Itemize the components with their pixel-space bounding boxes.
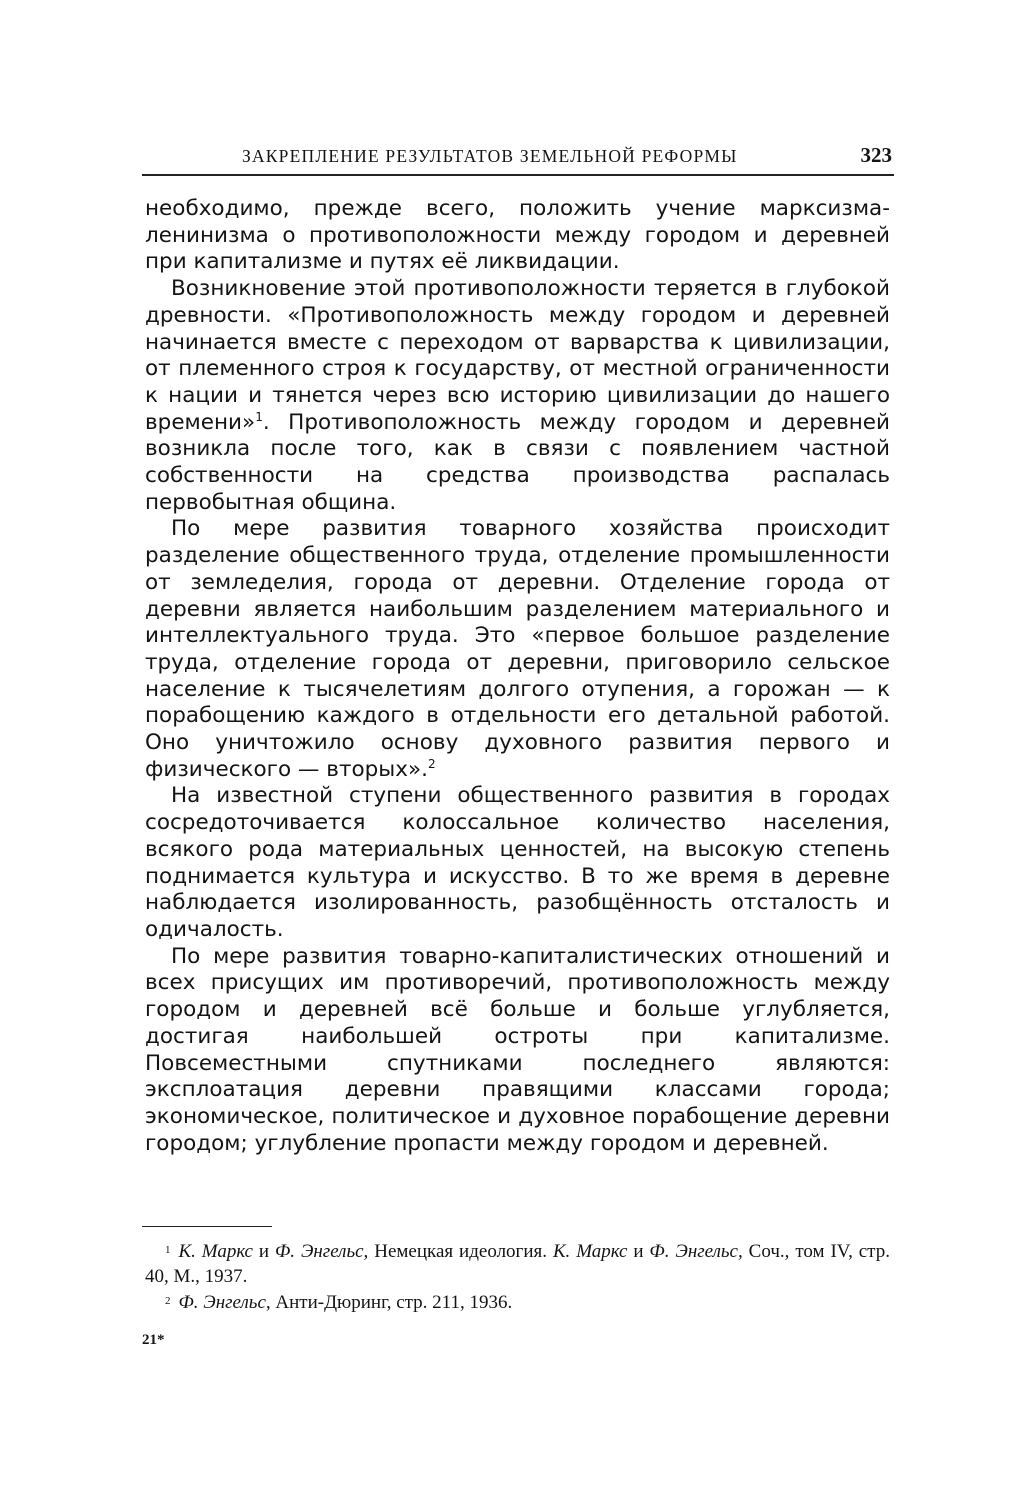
main-text xyxy=(145,196,890,1157)
paragraph-5: По мере развития товарно-капиталистических отношений и всех присущих им противоречий, противоположность между городом и деревней всё больше и больше углубляется, достигая наибольшей остроты при капитализме. Повсеместными спутниками последнего являются: эксплоатация деревни правящими классами города; экономическое, политическое и духовное порабощение деревни городом; углубление пропасти между городом и деревней. xyxy=(145,943,890,1156)
footnote-ref-2: 2 xyxy=(427,756,436,771)
footnote-1-author-4: Ф. Энгельс, xyxy=(649,1241,743,1262)
footnote-2-mark: 2 xyxy=(165,1295,171,1307)
footnote-1-author-3: К. Маркс xyxy=(552,1241,628,1262)
footnote-1-mark: 1 xyxy=(165,1244,171,1256)
footnotes xyxy=(145,1238,890,1315)
paragraph-4: На известной ступени общественного развития в городах сосредоточивается колоссальное количество населения, всякого рода материальных ценностей, на высокую степень поднимается культура и искусство. В то же время в деревне наблюдается изолированность, разобщённость отсталость и одичалость. xyxy=(145,783,890,942)
page-number: 323 xyxy=(860,143,892,167)
footnote-2 xyxy=(145,1289,890,1315)
paragraph-3 xyxy=(145,516,890,783)
footnote-2-rest: Анти-Дюринг, стр. 211, 1936. xyxy=(270,1292,513,1313)
footnote-1-rest: Соч., том IV, стр. 40, М., 1937. xyxy=(145,1241,890,1287)
footnote-2-author: Ф. Энгельс, xyxy=(178,1292,271,1313)
running-title: ЗАКРЕПЛЕНИЕ РЕЗУЛЬТАТОВ ЗЕМЕЛЬНОЙ РЕФОРМЫ xyxy=(242,146,738,166)
footnote-ref-1: 1 xyxy=(255,409,263,424)
footnote-1-author: К. Маркс xyxy=(178,1241,253,1262)
paragraph-3-text: По мере развития товарного хозяйства происходит разделение общественного труда, отделение промышленности от земледелия, города от деревни. Отделение города от деревни является наибольшим разделением материального и интеллектуального труда. Это «первое большое разделение труда, отделение города от деревни, приговорило сельское население к тысячелетиям долгого отупения, а горожан — к порабощению каждого в отдельности его детальной работой. Оно уничтожило основу духовного развития первого и физического — вторых». xyxy=(145,516,890,782)
paragraph-1: необходимо, прежде всего, положить учение марксизма-ленинизма о противоположности между городом и деревней при капитализме и путях её ликвидации. xyxy=(145,196,890,275)
footnote-1-conj: и xyxy=(252,1241,275,1262)
running-header xyxy=(142,140,894,176)
paragraph-2-text-a: Возникновение этой противоположности теряется в глубокой древности. «Противоположность между городом и деревней начинается вместе с переходом от варварства к цивилизации, от племенного строя к государству, от местной ограниченности к нации и тянется через всю историю цивилизации до нашего времени» xyxy=(145,276,890,435)
printer-signature: 21* xyxy=(142,1332,165,1348)
paragraph-2-text-b: . Противоположность между городом и деревней возникла после того, как в связи с появлением частной собственности на средства производства распалась первобытная община. xyxy=(145,409,890,515)
footnote-1-title: Немецкая идеология. xyxy=(368,1241,553,1262)
footnote-divider xyxy=(142,1226,272,1227)
paragraph-2 xyxy=(145,276,890,516)
footnote-1-conj-2: и xyxy=(627,1241,650,1262)
footnote-1 xyxy=(145,1238,890,1289)
footnote-1-author-2: Ф. Энгельс, xyxy=(274,1241,369,1262)
